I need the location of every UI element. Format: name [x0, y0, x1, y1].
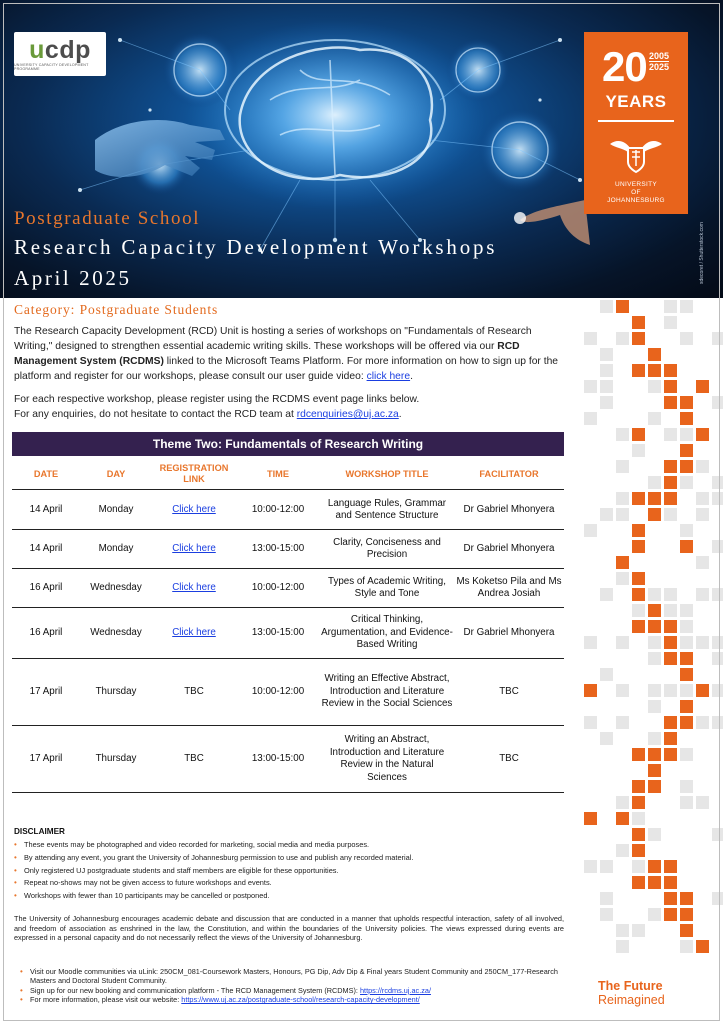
cell-facilitator: Dr Gabriel Mhonyera: [463, 626, 555, 638]
pattern-square: [680, 940, 693, 953]
cell-day: Thursday: [95, 752, 137, 764]
table-header: [12, 458, 564, 490]
pattern-square: [712, 476, 723, 489]
pattern-square: [664, 684, 677, 697]
pattern-square: [648, 492, 661, 505]
pattern-square: [680, 444, 693, 457]
pattern-square: [696, 492, 709, 505]
slogan-line-2: Reimagined: [598, 992, 665, 1007]
pattern-square: [696, 556, 709, 569]
cell-title: Language Rules, Grammar and Sentence Structure: [327, 497, 447, 521]
pattern-square: [696, 636, 709, 649]
slogan: [598, 980, 665, 1007]
pattern-square: [600, 300, 613, 313]
column-header-registration: REGISTRATION LINK: [159, 463, 229, 484]
cell-time: 13:00-15:00: [251, 542, 305, 554]
pattern-square: [648, 604, 661, 617]
cell-facilitator: TBC: [499, 685, 519, 697]
pattern-square: [584, 380, 597, 393]
enquiries-text: For any enquiries, do not hesitate to contact the RCD team at: [14, 409, 297, 420]
page-title: Research Capacity Development Workshops: [14, 235, 498, 259]
pattern-square: [632, 524, 645, 537]
header-banner: [0, 0, 723, 298]
pattern-square: [712, 636, 723, 649]
enquiries-text-end: .: [398, 409, 402, 420]
pattern-square: [616, 716, 629, 729]
pattern-square: [664, 604, 677, 617]
pattern-square: [584, 860, 597, 873]
anniversary-number: 20: [602, 43, 647, 90]
pattern-square: [616, 332, 629, 345]
school-name: Postgraduate School: [14, 208, 201, 229]
pattern-square: [664, 508, 677, 521]
cell-time: 13:00-15:00: [251, 626, 305, 638]
cell-day: Wednesday: [90, 581, 142, 593]
pattern-square: [664, 732, 677, 745]
column-header-facilitator: FACILITATOR: [479, 468, 539, 479]
pattern-square: [712, 684, 723, 697]
page-date: April 2025: [14, 266, 132, 290]
cell-facilitator: TBC: [499, 752, 519, 764]
pattern-square: [648, 732, 661, 745]
cell-registration: TBC: [184, 685, 204, 697]
cell-time: 10:00-12:00: [251, 581, 305, 593]
pattern-square: [712, 540, 723, 553]
pattern-square: [632, 876, 645, 889]
pattern-square: [632, 316, 645, 329]
pattern-square: [712, 588, 723, 601]
pattern-square: [600, 396, 613, 409]
pattern-square: [616, 556, 629, 569]
pattern-square: [648, 508, 661, 521]
pattern-square: [696, 380, 709, 393]
pattern-square: [632, 620, 645, 633]
ucdp-logo-wordmark: ucdp: [29, 35, 91, 64]
decorative-pixel-pattern: [580, 298, 723, 958]
pattern-square: [600, 668, 613, 681]
pattern-square: [648, 636, 661, 649]
disclaimer-list: [14, 839, 564, 903]
pattern-square: [648, 684, 661, 697]
pattern-square: [696, 588, 709, 601]
pattern-square: [648, 380, 661, 393]
pattern-square: [696, 940, 709, 953]
pattern-square: [648, 860, 661, 873]
pattern-square: [632, 796, 645, 809]
moodle-info: • Visit our Moodle communities via uLink: 250CM_081-Coursework Masters, Honours, PG Dip, Adv Dip & Final years Student Community and 250CM_177-Research Masters and Doctoral Student Community.: [18, 967, 566, 986]
cell-date: 14 April: [29, 542, 63, 554]
pattern-square: [680, 748, 693, 761]
table-row: [12, 530, 564, 569]
divider: [598, 120, 674, 122]
cell-time: 13:00-15:00: [251, 752, 305, 764]
cell-day: Monday: [98, 503, 134, 515]
register-note: For each respective workshop, please register using the RCDMS event page links below.: [14, 394, 420, 405]
column-header-date: DATE: [33, 468, 59, 479]
column-header-title: WORKSHOP TITLE: [345, 468, 429, 479]
pattern-square: [664, 460, 677, 473]
cell-title: Types of Academic Writing, Style and Tone: [328, 575, 446, 599]
pattern-square: [616, 572, 629, 585]
intro-rcdms-bold: RCD Management System (RCDMS): [14, 341, 520, 367]
pattern-square: [664, 300, 677, 313]
table-row: [12, 608, 564, 659]
disclaimer-item: • These events may be photographed and video recorded for marketing, social media and media purposes.: [14, 839, 564, 852]
pattern-square: [600, 892, 613, 905]
university-line-1: UNIVERSITY: [614, 181, 657, 188]
website-text: For more information, please visit our website:: [30, 995, 182, 1005]
pattern-square: [648, 700, 661, 713]
pattern-square: [680, 652, 693, 665]
pattern-square: [648, 652, 661, 665]
registration-link[interactable]: Click here: [172, 542, 216, 554]
pattern-square: [616, 636, 629, 649]
pattern-square: [584, 412, 597, 425]
cell-day: Monday: [98, 542, 134, 554]
theme-title-bar: Theme Two: Fundamentals of Research Writing: [12, 432, 564, 456]
pattern-square: [648, 748, 661, 761]
university-line-3: JOHANNESBURG: [607, 197, 665, 204]
pattern-square: [664, 636, 677, 649]
cell-facilitator: Dr Gabriel Mhonyera: [463, 503, 555, 515]
span-start: 2005: [649, 51, 670, 61]
pattern-square: [696, 716, 709, 729]
cell-title: Critical Thinking, Argumentation, and Evidence-Based Writing: [321, 614, 453, 651]
pattern-square: [712, 892, 723, 905]
pattern-square: [680, 668, 693, 681]
pattern-square: [712, 652, 723, 665]
cell-time: 10:00-12:00: [251, 685, 305, 697]
pattern-square: [600, 380, 613, 393]
pattern-square: [680, 892, 693, 905]
pattern-square: [600, 732, 613, 745]
pattern-square: [664, 620, 677, 633]
cell-title: Writing an Effective Abstract, Introduction and Literature Review in the Social Sciences: [321, 673, 453, 710]
pattern-square: [712, 332, 723, 345]
pattern-square: [648, 876, 661, 889]
cell-day: Thursday: [95, 685, 137, 697]
pattern-square: [600, 908, 613, 921]
pattern-square: [680, 540, 693, 553]
cell-registration: [152, 491, 236, 529]
pattern-square: [680, 460, 693, 473]
pattern-square: [680, 908, 693, 921]
pattern-square: [648, 348, 661, 361]
pattern-square: [584, 524, 597, 537]
pattern-square: [680, 796, 693, 809]
pattern-square: [664, 396, 677, 409]
pattern-square: [632, 780, 645, 793]
pattern-square: [600, 348, 613, 361]
pattern-square: [632, 364, 645, 377]
pattern-square: [600, 364, 613, 377]
column-header-day: DAY: [106, 468, 126, 479]
pattern-square: [712, 492, 723, 505]
cell-date: 14 April: [29, 503, 63, 515]
pattern-square: [664, 588, 677, 601]
pattern-square: [616, 684, 629, 697]
pattern-square: [648, 828, 661, 841]
pattern-square: [664, 876, 677, 889]
pattern-square: [616, 300, 629, 313]
policy-statement: The University of Johannesburg encourages academic debate and discussion that are conducted in a manner that upholds respectful interaction, safety of all involved, and freedom of association as enshrined in the law, the Constitution, and within the boundaries of the University policies. The views expressed during events are expressed in a personal capacity and do not necessarily reflect the views of the University of Johannesburg.: [14, 914, 564, 943]
pattern-square: [680, 332, 693, 345]
pattern-square: [632, 444, 645, 457]
pattern-square: [696, 796, 709, 809]
pattern-square: [680, 604, 693, 617]
user-guide-link[interactable]: click here: [366, 371, 411, 382]
cell-date: 17 April: [29, 685, 63, 697]
registration-link[interactable]: Click here: [172, 626, 216, 638]
pattern-square: [616, 924, 629, 937]
pattern-square: [664, 364, 677, 377]
cell-registration: [152, 530, 236, 568]
registration-link[interactable]: Click here: [172, 581, 216, 593]
pattern-square: [616, 812, 629, 825]
pattern-square: [680, 412, 693, 425]
pattern-square: [664, 492, 677, 505]
pattern-square: [696, 428, 709, 441]
cell-day: Wednesday: [90, 626, 142, 638]
pattern-square: [712, 716, 723, 729]
intro-text-end: .: [410, 371, 413, 382]
pattern-square: [632, 828, 645, 841]
pattern-square: [664, 476, 677, 489]
cell-facilitator: Ms Koketso Pila and Ms Andrea Josiah: [456, 575, 562, 599]
pattern-square: [696, 460, 709, 473]
category-label: Category: Postgraduate Students: [14, 302, 219, 317]
ucdp-logo: [14, 32, 106, 76]
table-row: [12, 491, 564, 530]
pattern-square: [680, 716, 693, 729]
pattern-square: [664, 892, 677, 905]
cell-registration: [152, 569, 236, 607]
disclaimer-item: • Workshops with fewer than 10 participants may be cancelled or postponed.: [14, 890, 564, 903]
cell-title: Clarity, Conciseness and Precision: [333, 536, 441, 560]
pattern-square: [680, 636, 693, 649]
pattern-square: [648, 620, 661, 633]
anniversary-span: [649, 51, 669, 72]
anniversary-years: YEARS: [605, 92, 667, 111]
pattern-square: [680, 620, 693, 633]
span-end: 2025: [649, 62, 670, 72]
pattern-square: [584, 716, 597, 729]
pattern-square: [616, 940, 629, 953]
disclaimer-item: • By attending any event, you grant the University of Johannesburg permission to use and publish any recorded material.: [14, 852, 564, 865]
disclaimer-title: DISCLAIMER: [14, 827, 65, 836]
pattern-square: [680, 700, 693, 713]
pattern-square: [664, 652, 677, 665]
pattern-square: [664, 860, 677, 873]
table-row: [12, 726, 564, 793]
website-info: [18, 995, 566, 1004]
website-link[interactable]: https://www.uj.ac.za/postgraduate-school/research-capacity-development/: [181, 995, 420, 1005]
university-name: [584, 181, 688, 205]
pattern-square: [712, 396, 723, 409]
rcdms-text: Sign up for our new booking and communication platform - The RCD Management System (RCDMS):: [30, 985, 360, 995]
pattern-square: [664, 428, 677, 441]
pattern-square: [584, 636, 597, 649]
pattern-square: [616, 508, 629, 521]
pattern-square: [696, 508, 709, 521]
disclaimer-item: • Only registered UJ postgraduate students and staff members are eligible for these opportunities.: [14, 865, 564, 878]
pattern-square: [696, 684, 709, 697]
intro-paragraph: [14, 324, 566, 384]
rcdms-link[interactable]: https://rcdms.uj.ac.za/: [360, 985, 431, 995]
intro-text-a: The Research Capacity Development (RCD) Unit is hosting a series of workshops on "Fundamentals of Research Writing," designed to strengthen essential academic writing skills. These workshops will be offered via our: [14, 326, 532, 352]
pattern-square: [632, 492, 645, 505]
pattern-square: [616, 844, 629, 857]
cell-date: 17 April: [29, 752, 63, 764]
cell-title: Writing an Abstract, Introduction and Literature Review in the Natural Sciences: [329, 734, 445, 783]
pattern-square: [632, 572, 645, 585]
pattern-square: [680, 428, 693, 441]
pattern-square: [584, 684, 597, 697]
pattern-square: [600, 508, 613, 521]
pattern-square: [648, 364, 661, 377]
table-row: [12, 569, 564, 608]
pattern-square: [616, 492, 629, 505]
pattern-square: [648, 908, 661, 921]
uj-20-years-logo: [584, 32, 688, 214]
cell-date: 16 April: [29, 581, 63, 593]
pattern-square: [712, 828, 723, 841]
pattern-square: [632, 332, 645, 345]
uj-crest-icon: [606, 134, 666, 174]
pattern-square: [616, 796, 629, 809]
cell-time: 10:00-12:00: [251, 503, 305, 515]
pattern-square: [584, 812, 597, 825]
pattern-square: [648, 412, 661, 425]
pattern-square: [616, 460, 629, 473]
pattern-square: [680, 924, 693, 937]
pattern-square: [616, 428, 629, 441]
pattern-square: [648, 780, 661, 793]
enquiries-email-link[interactable]: rdcenquiries@uj.ac.za: [296, 409, 399, 420]
pattern-square: [680, 524, 693, 537]
disclaimer-item: • Repeat no-shows may not be given access to future workshops and events.: [14, 877, 564, 890]
footer-links: [18, 967, 566, 1005]
pattern-square: [680, 300, 693, 313]
table-row: [12, 659, 564, 726]
pattern-square: [680, 396, 693, 409]
registration-link[interactable]: Click here: [172, 503, 216, 515]
pattern-square: [680, 684, 693, 697]
pattern-square: [648, 476, 661, 489]
pattern-square: [664, 716, 677, 729]
pattern-square: [632, 860, 645, 873]
pattern-square: [632, 428, 645, 441]
pattern-square: [632, 844, 645, 857]
ucdp-logo-tagline: UNIVERSITY CAPACITY DEVELOPMENT PROGRAMME: [14, 62, 89, 71]
cell-facilitator: Dr Gabriel Mhonyera: [463, 542, 555, 554]
pattern-square: [664, 748, 677, 761]
pattern-square: [648, 764, 661, 777]
pattern-square: [600, 860, 613, 873]
pattern-square: [664, 380, 677, 393]
pattern-square: [632, 588, 645, 601]
pattern-square: [600, 588, 613, 601]
pattern-square: [632, 748, 645, 761]
image-credit: [697, 214, 707, 290]
university-line-2: OF: [631, 189, 641, 196]
pattern-square: [664, 316, 677, 329]
pattern-square: [680, 476, 693, 489]
slogan-line-1: The Future: [598, 979, 663, 993]
pattern-square: [632, 924, 645, 937]
pattern-square: [632, 812, 645, 825]
pattern-square: [632, 540, 645, 553]
enquiries-note: [14, 407, 566, 422]
cell-date: 16 April: [29, 626, 63, 638]
pattern-square: [648, 588, 661, 601]
pattern-square: [664, 908, 677, 921]
pattern-square: [584, 332, 597, 345]
intro-text-b: linked to the Microsoft Teams Platform. For more information on how to sign up for the platform and register for our workshops, please consult our user guide video:: [14, 356, 559, 382]
pattern-square: [680, 780, 693, 793]
column-header-time: TIME: [267, 468, 289, 479]
image-credit-text: sdecoret / Shutterstock.com: [699, 222, 705, 284]
cell-registration: [152, 608, 236, 658]
pattern-square: [632, 604, 645, 617]
rcdms-info: [18, 986, 566, 995]
cell-registration: TBC: [184, 752, 204, 764]
